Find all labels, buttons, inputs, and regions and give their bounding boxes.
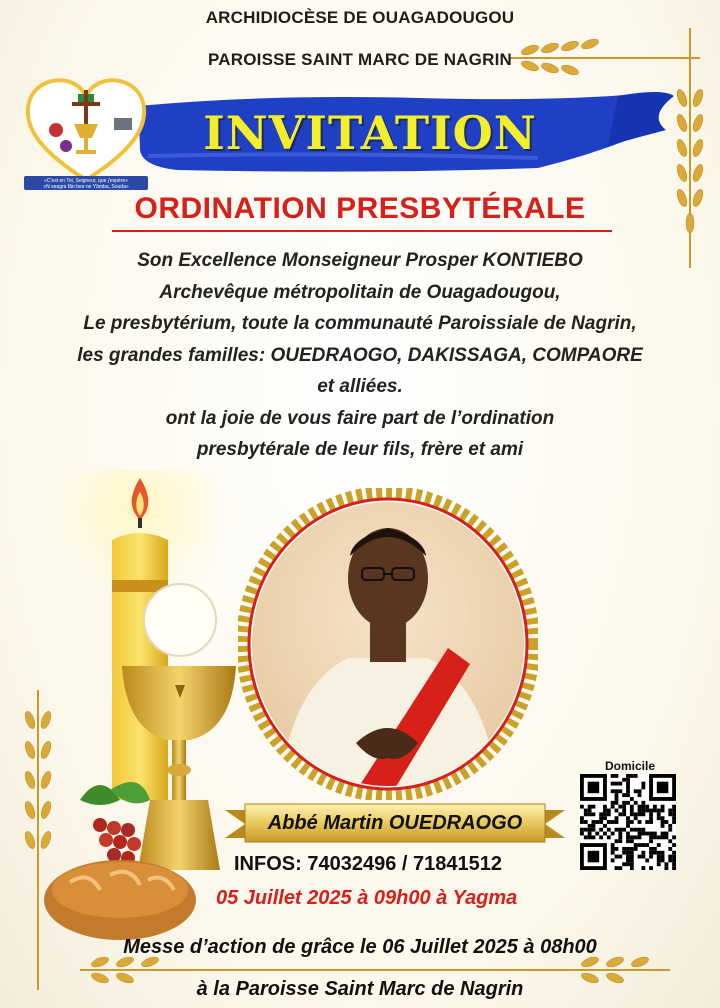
grapes-icon: [80, 782, 150, 865]
body-line: et alliées.: [317, 376, 403, 397]
ordinand-name: Abbé Martin OUEDRAOGO: [267, 812, 523, 834]
invitation-body: [0, 245, 720, 466]
body-line: ont la joie de vous faire part de l’ordination: [165, 407, 555, 429]
qr-code-icon[interactable]: [580, 774, 676, 870]
ordinand-portrait: [238, 488, 538, 800]
parish-heading: PAROISSE SAINT MARC DE NAGRIN: [208, 50, 512, 69]
body-line: Archevêque métropolitain de Ouagadougou,: [159, 281, 561, 303]
ordination-subtitle: ORDINATION PRESBYTÉRALE: [134, 192, 586, 225]
body-line: les grandes familles: OUEDRAOGO, DAKISSAGA, COMPAORE: [77, 344, 643, 366]
ordination-date: 05 Juillet 2025 à 09h00 à Yagma: [216, 887, 518, 909]
body-line: presbytérale de leur fils, frère et ami: [196, 439, 524, 460]
bread-icon: [44, 860, 196, 940]
archdiocese-heading: ARCHIDIOCÈSE DE OUAGADOUGOU: [205, 8, 515, 27]
body-line: Le presbytérium, toute la communauté Paroissiale de Nagrin,: [83, 313, 637, 334]
contact-info: INFOS: 74032496 / 71841512: [234, 853, 502, 875]
qr-label: Domicile: [604, 759, 655, 773]
parish-logo-icon: [22, 72, 150, 192]
body-line: Son Excellence Monseigneur Prosper KONTIEBO: [137, 250, 583, 271]
logo-motto-line1: «C'est en Toi, Seigneur, que j'espère»: [44, 178, 128, 184]
logo-motto-line2: «N seagra fân bee ne Yâmba, Souda»: [43, 184, 129, 190]
subtitle-underline: [112, 230, 612, 232]
host-icon: [144, 584, 216, 656]
thanksgiving-venue-line: à la Paroisse Saint Marc de Nagrin: [196, 978, 524, 1000]
thanksgiving-mass-line: Messe d’action de grâce le 06 Juillet 2025 à 08h00: [123, 936, 597, 958]
invitation-title: INVITATION: [203, 106, 537, 160]
